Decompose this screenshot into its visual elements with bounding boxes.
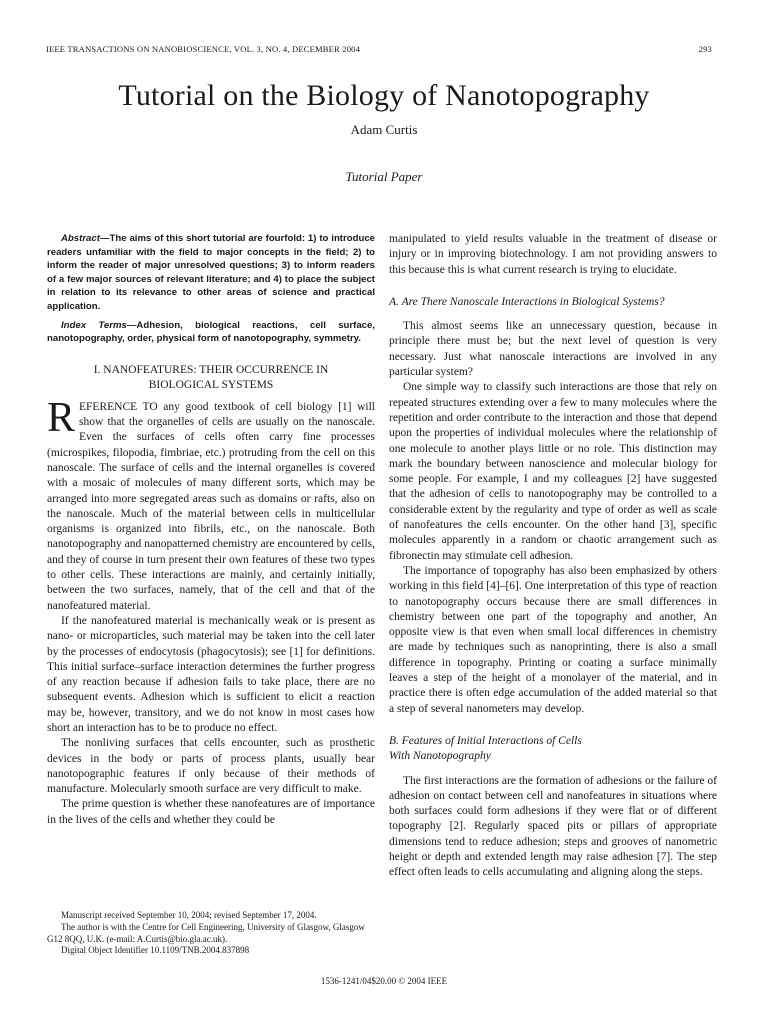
drop-cap: R bbox=[47, 394, 76, 441]
footnote-line: Digital Object Identifier 10.1109/TNB.2004.837898 bbox=[61, 945, 250, 956]
index-terms-text: Adhesion, biological reactions, cell surface, nanotopography, order, physical form of nanotopography, symmetry. bbox=[47, 319, 375, 345]
paper-type: Tutorial Paper bbox=[345, 169, 423, 184]
subsection-heading-a: A. Are There Nanoscale Interactions in Biological Systems? bbox=[389, 295, 665, 308]
paragraph: The prime question is whether these nanofeatures are of importance in the lives of the cells and whether they could be bbox=[47, 798, 375, 826]
left-column bbox=[47, 232, 375, 828]
abstract-text: The aims of this short tutorial are fourfold: 1) to introduce readers unfamiliar with the field to major concepts in the field; 2) to inform the reader of major unresolved questions; 3) to inform readers of a few major sources of relevant literature; and 4) to place the subject in relation to its relevance to other areas of science and practical application. bbox=[47, 233, 375, 312]
paragraph-text: EFERENCE TO any good textbook of cell biology [1] will show that the organelles of cells are usually on the nanoscale. Even the surfaces of cells often carry fine processes (microspikes, filopodia, fimbriae, etc.) protruding from the cell on this nanoscale. The surface of cells and the internal organelles is covered with a mosaic of molecules of many different sorts, which may be arranged into more segregated areas such as domains or rafts, also on the nanoscale. Much of the material between cells in multicellular organisms is organized into fibrils, etc., on the nanoscale. Both nanotopography and nanopatterned chemistry are encountered by cells, and they of course in turn present their own features of these two types to other cells. These interactions are mainly, and certainly initially, between the two surfaces, namely, that of the cell and that of the nanofeatured material. bbox=[47, 400, 375, 612]
abstract-lead: Abstract— bbox=[61, 233, 110, 244]
paragraph: The first interactions are the formation of adhesions or the failure of adhesion on contact between cell and nanofeatures in situations where both surfaces could form adhesions if they were flat or of different topography [2]. Regularly spaced pits or pillars of appropriate dimensions tend to reduce adhesion; steps and grooves of nanometric height or depth and extended length may raise adhesion [7]. The step effect often leads to cells accumulating and aligning along the steps. bbox=[389, 774, 717, 879]
page-number: 293 bbox=[698, 44, 712, 54]
section-heading-line1: I. NANOFEATURES: THEIR OCCURRENCE IN bbox=[93, 363, 329, 376]
subsection-heading-b-line2: With Nanotopography bbox=[389, 750, 491, 763]
right-column bbox=[389, 232, 717, 881]
paragraph: If the nanofeatured material is mechanically weak or is present as nano- or microparticles, such material may be taken into the cell later by the processes of endocytosis (phagocytosis); see [1] for definitions. This initial surface–surface interaction determines the further progress of any reaction because if adhesion fails to take place, there are no subsequent events. Adhesion which is sufficient to elicit a reaction may be, however, transitory, and we do not know in most cases how short an interaction has to be to produce no effect. bbox=[47, 614, 375, 734]
abstract bbox=[47, 232, 375, 314]
paragraph: The importance of topography has also been emphasized by others working in this field [4]–[6]. One interpretation of this type of reaction to nanotopography occurs because there are small differences in chemistry between one part of the topography and another, An opposite view is that even when small local differences in chemistry are made by techniques such as nanoprinting, there is also a small difference in topography. Printing or coating a surface minimally leaves a step of the height of a monolayer of the material, and in practice there is often edge accumulation of the added material so that a step of several nanometers may develop. bbox=[389, 564, 717, 715]
author-name: Adam Curtis bbox=[350, 122, 418, 137]
paragraph: manipulated to yield results valuable in the treatment of disease or injury or in improving biotechnology. I am not providing answers to this because this is what current research is trying to elucidate. bbox=[389, 233, 717, 276]
footnote bbox=[47, 910, 375, 957]
subsection-heading-b-line1: B. Features of Initial Interactions of Cells bbox=[389, 734, 582, 747]
section-heading bbox=[47, 363, 375, 394]
paragraph: The nonliving surfaces that cells encounter, such as prosthetic devices in the body or parts of process plants, usually bear nanotopographic features if only because of their methods of manufacture. Molecularly smooth surface are very difficult to make. bbox=[47, 737, 375, 796]
footnote-line: Manuscript received September 10, 2004; revised September 17, 2004. bbox=[61, 910, 317, 920]
paragraph: This almost seems like an unnecessary question, because in principle there must be; but the next level of question is very necessary. Just what nanoscale interactions are involved in any particular system? bbox=[389, 320, 717, 379]
footnote-line: The author is with the Centre for Cell Engineering, University of Glasgow, Glasgow G12 8QQ, U.K. (e-mail: A.Curtis@bio.gla.ac.uk). bbox=[47, 921, 365, 944]
paragraph: One simple way to classify such interactions are those that rely on repeated structures extending over a few to many molecules where the repetition and order contribute to the interaction and those that depend upon the properties of individual molecules where the relationship of one molecule to another plays little or no role. This distinction may mark the boundary between nanoscience and molecular biology for some people. For example, I and my colleagues [2] have suggested that the adhesion of cells to nanotopography may be controlled to a considerable extent by the regularity and type of order as well as scale of nanofeatures the cells encounter. On the other hand [3], specific molecules apparently in a random or chaotic arrangement such as fibronectin may stimulate cell adhesion. bbox=[389, 381, 717, 562]
section-heading-line2: BIOLOGICAL SYSTEMS bbox=[148, 379, 274, 392]
paper-title: Tutorial on the Biology of Nanotopography bbox=[118, 79, 650, 112]
subsection-heading-b bbox=[389, 734, 717, 765]
running-head bbox=[46, 44, 712, 54]
index-terms-lead: Index Terms— bbox=[61, 319, 137, 331]
journal-name: IEEE TRANSACTIONS ON NANOBIOSCIENCE, VOL. 3, NO. 4, DECEMBER 2004 bbox=[46, 44, 361, 54]
paragraph bbox=[47, 394, 375, 614]
copyright-notice: 1536-1241/04$20.00 © 2004 IEEE bbox=[320, 976, 448, 986]
index-terms bbox=[47, 319, 375, 346]
